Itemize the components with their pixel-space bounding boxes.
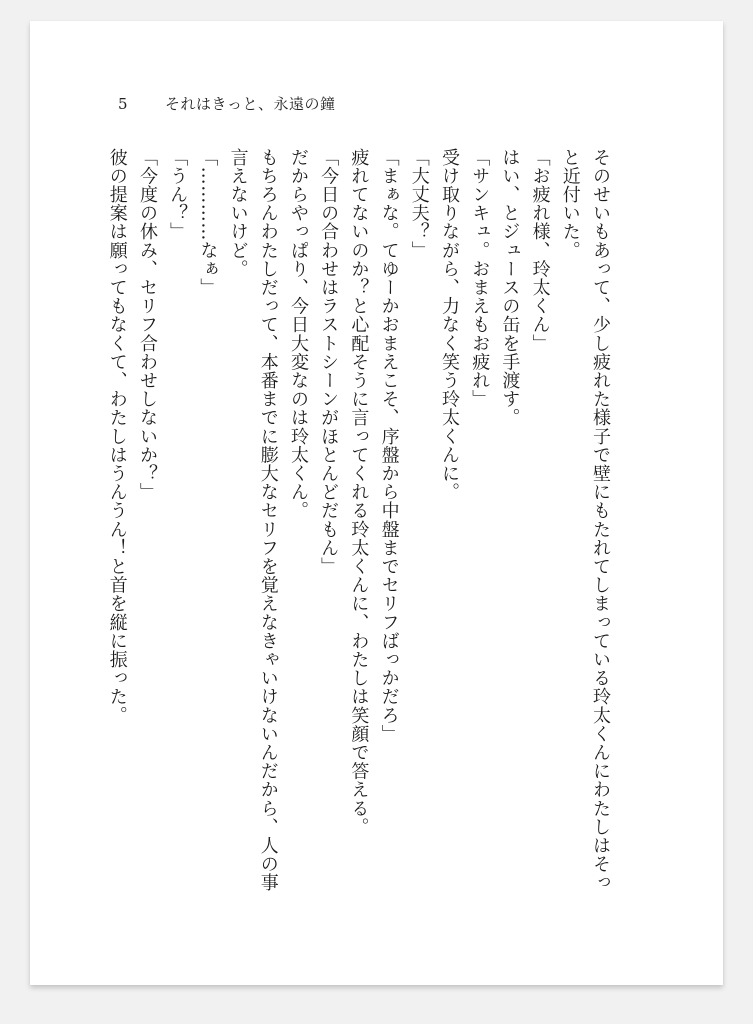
running-title: それはきっと、永遠の鐘	[165, 95, 336, 113]
text-line: 「今日の合わせはラストシーンがほとんどだもん」	[318, 148, 340, 576]
vertical-body-text	[102, 148, 615, 938]
page-header	[118, 93, 336, 117]
text-line: 「…………なぁ」	[197, 148, 219, 297]
text-line: 「お疲れ様、玲太くん」	[529, 148, 551, 353]
text-line: 言えないけど。	[227, 148, 249, 279]
text-line: 「まぁな。てゆーかおまえこそ、序盤から中盤までセリフばっかだろ」	[378, 148, 400, 744]
book-page	[30, 21, 723, 985]
page-number: 5	[118, 95, 128, 113]
text-line: 受け取りながら、力なく笑う玲太くんに。	[438, 148, 460, 502]
text-line: 「今度の休み、セリフ合わせしないか？」	[136, 148, 158, 502]
text-line: 「サンキュ。おまえもお疲れ」	[469, 148, 491, 409]
text-line: 彼の提案は願ってもなくて、わたしはうんうん！と首を縦に振った。	[106, 148, 128, 725]
text-line: 「大丈夫？」	[408, 148, 430, 260]
text-line: だからやっぱり、今日大変なのは玲太くん。	[287, 148, 309, 520]
text-line: 「うん？」	[167, 148, 189, 241]
text-line: もちろんわたしだって、本番までに膨大なセリフを覚えなきゃいけないんだから、人の事	[257, 148, 279, 892]
text-line: と近付いた。	[559, 148, 581, 260]
text-line: はい、とジュースの缶を手渡す。	[499, 148, 521, 427]
text-line: 疲れてないのか？と心配そうに言ってくれる玲太くんに、わたしは笑顔で答える。	[348, 148, 370, 837]
text-line: そのせいもあって、少し疲れた様子で壁にもたれてしまっている玲太くんにわたしはそっ	[590, 148, 611, 892]
